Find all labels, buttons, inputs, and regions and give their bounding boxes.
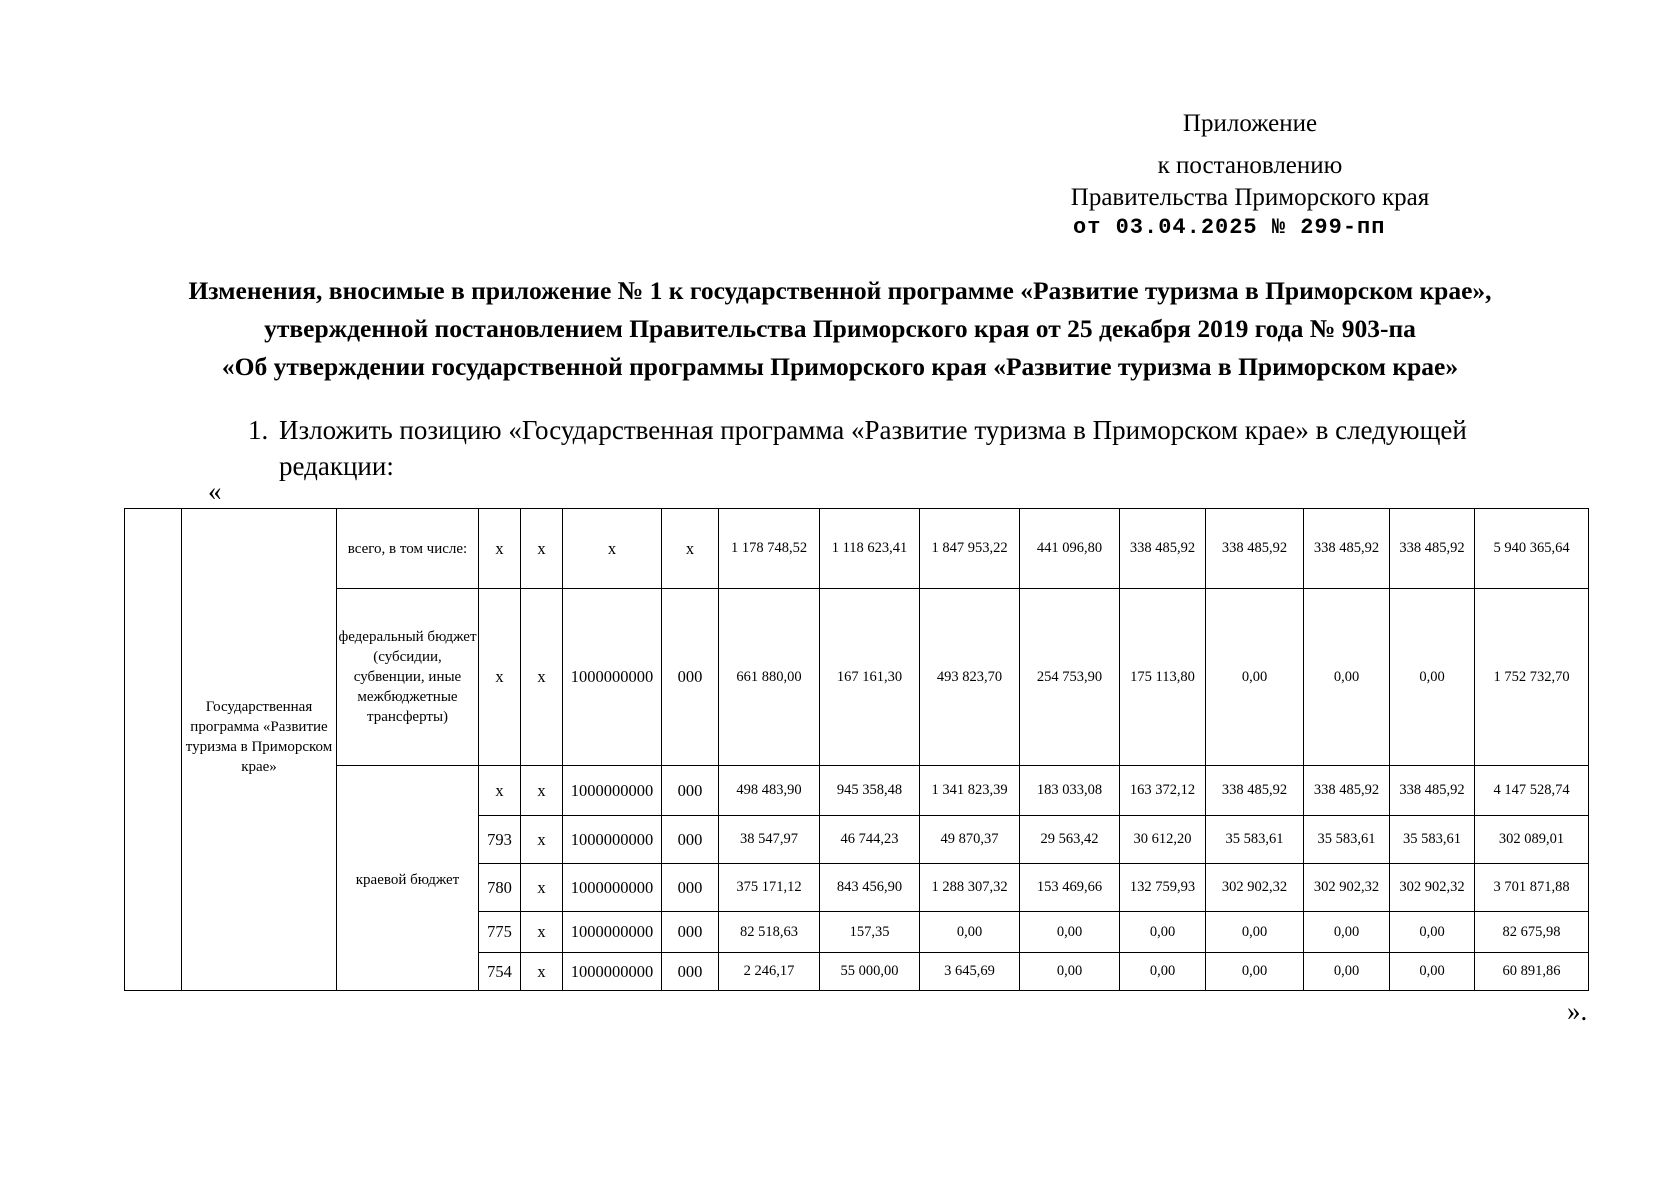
- cell: x: [479, 766, 521, 816]
- cell: 793: [479, 816, 521, 864]
- item-text: Изложить позицию «Государственная программа «Развитие туризма в Приморском крае» в следующей редакции:: [279, 415, 1467, 481]
- cell: x: [521, 864, 563, 912]
- opening-quote: «: [208, 476, 222, 506]
- value-cell: 35 583,61: [1206, 816, 1304, 864]
- value-cell: 167 161,30: [820, 589, 920, 766]
- regional-budget-label: краевой бюджет: [337, 766, 479, 991]
- cell: x: [521, 816, 563, 864]
- cell: x: [662, 509, 719, 589]
- value-cell: 175 113,80: [1120, 589, 1206, 766]
- value-cell: 375 171,12: [719, 864, 820, 912]
- total-cell: 1 752 732,70: [1475, 589, 1589, 766]
- title-line-1: Изменения, вносимые в приложение № 1 к государственной программе «Развитие туризма в Приморском крае»,: [188, 276, 1492, 305]
- value-cell: 35 583,61: [1390, 816, 1475, 864]
- value-cell: 1 178 748,52: [719, 509, 820, 589]
- cell: x: [521, 912, 563, 953]
- value-cell: 302 902,32: [1304, 864, 1390, 912]
- value-cell: 82 518,63: [719, 912, 820, 953]
- cell: 754: [479, 953, 521, 991]
- value-cell: 338 485,92: [1120, 509, 1206, 589]
- value-cell: 46 744,23: [820, 816, 920, 864]
- cell: x: [521, 953, 563, 991]
- total-cell: 60 891,86: [1475, 953, 1589, 991]
- value-cell: 2 246,17: [719, 953, 820, 991]
- cell: x: [521, 589, 563, 766]
- cell: 000: [662, 816, 719, 864]
- value-cell: 0,00: [1390, 912, 1475, 953]
- cell: 775: [479, 912, 521, 953]
- item-number: 1.: [248, 415, 269, 445]
- row-label: всего, в том числе:: [337, 509, 479, 589]
- cell: 000: [662, 953, 719, 991]
- value-cell: 843 456,90: [820, 864, 920, 912]
- value-cell: 0,00: [1304, 953, 1390, 991]
- value-cell: 661 880,00: [719, 589, 820, 766]
- title-line-2: утвержденной постановлением Правительства Приморского края от 25 декабря 2019 года № 903-па: [264, 314, 1416, 343]
- cell: 1000000000: [563, 864, 662, 912]
- value-cell: 338 485,92: [1304, 766, 1390, 816]
- total-cell: 4 147 528,74: [1475, 766, 1589, 816]
- appendix-title: Приложение: [1182, 110, 1318, 137]
- value-cell: 3 645,69: [920, 953, 1020, 991]
- value-cell: 338 485,92: [1206, 766, 1304, 816]
- cell: 780: [479, 864, 521, 912]
- value-cell: 55 000,00: [820, 953, 920, 991]
- cell: x: [521, 766, 563, 816]
- total-cell: 302 089,01: [1475, 816, 1589, 864]
- cell: 000: [662, 766, 719, 816]
- value-cell: 0,00: [1120, 953, 1206, 991]
- document-title: [100, 272, 1580, 386]
- value-cell: 29 563,42: [1020, 816, 1120, 864]
- value-cell: 38 547,97: [719, 816, 820, 864]
- cell: 1000000000: [563, 816, 662, 864]
- value-cell: 0,00: [1206, 953, 1304, 991]
- value-cell: 0,00: [1304, 589, 1390, 766]
- cell: 000: [662, 589, 719, 766]
- value-cell: 0,00: [1206, 589, 1304, 766]
- cell: x: [479, 509, 521, 589]
- row-label: федеральный бюджет (субсидии, субвенции, иные межбюджетные трансферты): [337, 589, 479, 766]
- value-cell: 338 485,92: [1304, 509, 1390, 589]
- value-cell: 338 485,92: [1206, 509, 1304, 589]
- table-row: [125, 766, 1589, 816]
- cell: 1000000000: [563, 912, 662, 953]
- value-cell: 493 823,70: [920, 589, 1020, 766]
- table-row: [125, 509, 1589, 589]
- cell: 000: [662, 864, 719, 912]
- value-cell: 1 118 623,41: [820, 509, 920, 589]
- value-cell: 0,00: [1206, 912, 1304, 953]
- appendix-line-2: к постановлению: [1157, 152, 1343, 179]
- value-cell: 0,00: [1390, 589, 1475, 766]
- cell: x: [521, 509, 563, 589]
- value-cell: 0,00: [1020, 953, 1120, 991]
- value-cell: 0,00: [1020, 912, 1120, 953]
- program-name-cell: Государственная программа «Развитие туризма в Приморском крае»: [182, 509, 337, 991]
- cell: 000: [662, 912, 719, 953]
- value-cell: 30 612,20: [1120, 816, 1206, 864]
- value-cell: 157,35: [820, 912, 920, 953]
- value-cell: 132 759,93: [1120, 864, 1206, 912]
- value-cell: 0,00: [920, 912, 1020, 953]
- value-cell: 49 870,37: [920, 816, 1020, 864]
- value-cell: 1 847 953,22: [920, 509, 1020, 589]
- registration-stamp: от 03.04.2025 № 299-пп: [1073, 215, 1386, 240]
- cell: 1000000000: [563, 766, 662, 816]
- closing-quote: ».: [1567, 996, 1588, 1026]
- cell: x: [563, 509, 662, 589]
- appendix-header: [1040, 108, 1460, 244]
- cell: 1000000000: [563, 953, 662, 991]
- value-cell: 302 902,32: [1390, 864, 1475, 912]
- value-cell: 498 483,90: [719, 766, 820, 816]
- financing-table: [124, 508, 1589, 991]
- value-cell: 302 902,32: [1206, 864, 1304, 912]
- value-cell: 338 485,92: [1390, 509, 1475, 589]
- value-cell: 0,00: [1390, 953, 1475, 991]
- value-cell: 254 753,90: [1020, 589, 1120, 766]
- value-cell: 183 033,08: [1020, 766, 1120, 816]
- value-cell: 153 469,66: [1020, 864, 1120, 912]
- appendix-line-3: Правительства Приморского края: [1070, 184, 1430, 211]
- value-cell: 945 358,48: [820, 766, 920, 816]
- empty-cell: [125, 509, 182, 991]
- value-cell: 35 583,61: [1304, 816, 1390, 864]
- value-cell: 0,00: [1304, 912, 1390, 953]
- cell: 1000000000: [563, 589, 662, 766]
- total-cell: 82 675,98: [1475, 912, 1589, 953]
- table-row: [125, 589, 1589, 766]
- total-cell: 3 701 871,88: [1475, 864, 1589, 912]
- title-line-3: «Об утверждении государственной программы Приморского края «Развитие туризма в Приморском крае»: [221, 352, 1459, 381]
- value-cell: 441 096,80: [1020, 509, 1120, 589]
- value-cell: 338 485,92: [1390, 766, 1475, 816]
- value-cell: 163 372,12: [1120, 766, 1206, 816]
- value-cell: 1 341 823,39: [920, 766, 1020, 816]
- value-cell: 0,00: [1120, 912, 1206, 953]
- total-cell: 5 940 365,64: [1475, 509, 1589, 589]
- value-cell: 1 288 307,32: [920, 864, 1020, 912]
- cell: x: [479, 589, 521, 766]
